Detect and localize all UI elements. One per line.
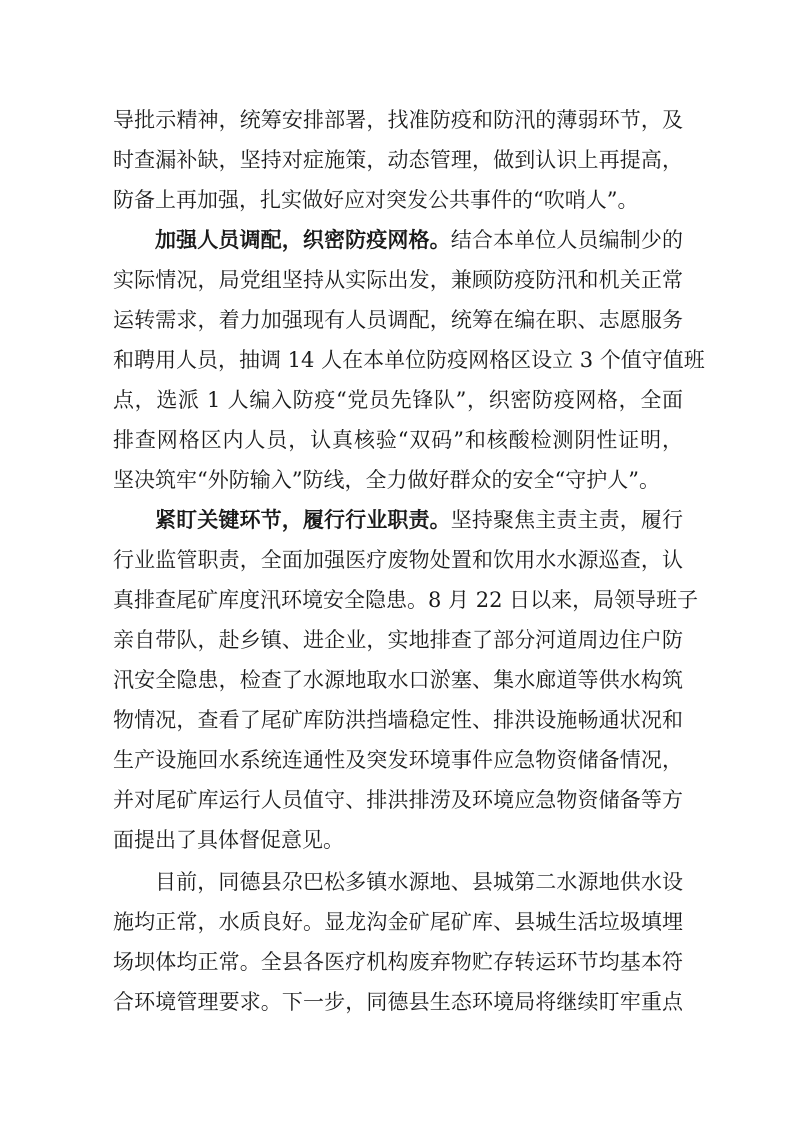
paragraph-1 (113, 100, 683, 220)
paragraph-heading: 加强人员调配，织密防疫网格。 (155, 227, 451, 252)
text-line: 面提出了具体督促意见。 (113, 828, 344, 852)
text-line (113, 500, 683, 540)
paragraph-heading: 紧盯关键环节，履行行业职责。 (155, 507, 451, 532)
text-line (113, 220, 683, 260)
text-line: 实际情况，局党组坚持从实际出发，兼顾防疫防汛和机关正常 (113, 268, 683, 292)
text-line: 合环境管理要求。下一步，同德县生态环境局将继续盯牢重点 (113, 990, 683, 1014)
text-line: 亲自带队，赴乡镇、进企业，实地排查了部分河道周边住户防 (113, 628, 683, 652)
text-line: 点，选派 1 人编入防疫“党员先锋队”，织密防疫网格，全面 (113, 388, 683, 412)
text-line: 物情况，查看了尾矿库防洪挡墙稳定性、排洪设施畅通状况和 (113, 708, 683, 732)
text-line: 施均正常，水质良好。显龙沟金矿尾矿库、县城生活垃圾填埋 (113, 910, 683, 934)
text-line: 汛安全隐患，检查了水源地取水口淤塞、集水廊道等供水构筑 (113, 668, 683, 692)
text-line: 行业监管职责，全面加强医疗废物处置和饮用水水源巡查，认 (113, 548, 683, 572)
text-line: 目前，同德县尕巴松多镇水源地、县城第二水源地供水设 (155, 870, 683, 894)
paragraph-text: 坚持聚焦主责主责，履行 (450, 508, 683, 532)
text-line: 防备上再加强，扎实做好应对突发公共事件的“吹哨人”。 (113, 188, 639, 212)
text-line: 生产设施回水系统连通性及突发环境事件应急物资储备情况， (113, 748, 683, 772)
text-line: 时查漏补缺，坚持对症施策，动态管理，做到认识上再提高， (113, 148, 683, 172)
text-line: 和聘用人员，抽调 14 人在本单位防疫网格区设立 3 个值守值班 (113, 348, 705, 372)
text-line: 排查网格区内人员，认真核验“双码”和核酸检测阴性证明， (113, 428, 683, 452)
document-page (113, 100, 705, 1022)
paragraph-3 (113, 500, 699, 860)
text-line: 坚决筑牢“外防输入”防线，全力做好群众的安全“守护人”。 (113, 468, 660, 492)
text-line: 真排查尾矿库度汛环境安全隐患。8 月 22 日以来，局领导班子 (113, 588, 699, 612)
paragraph-2 (113, 220, 705, 500)
paragraph-text: 结合本单位人员编制少的 (450, 228, 683, 252)
text-line: 并对尾矿库运行人员值守、排洪排涝及环境应急物资储备等方 (113, 788, 683, 812)
text-line: 导批示精神，统筹安排部署，找准防疫和防汛的薄弱环节，及 (113, 108, 683, 132)
paragraph-4 (113, 862, 683, 1022)
text-line: 场坝体均正常。全县各医疗机构废弃物贮存转运环节均基本符 (113, 950, 683, 974)
text-line: 运转需求，着力加强现有人员调配，统筹在编在职、志愿服务 (113, 308, 683, 332)
